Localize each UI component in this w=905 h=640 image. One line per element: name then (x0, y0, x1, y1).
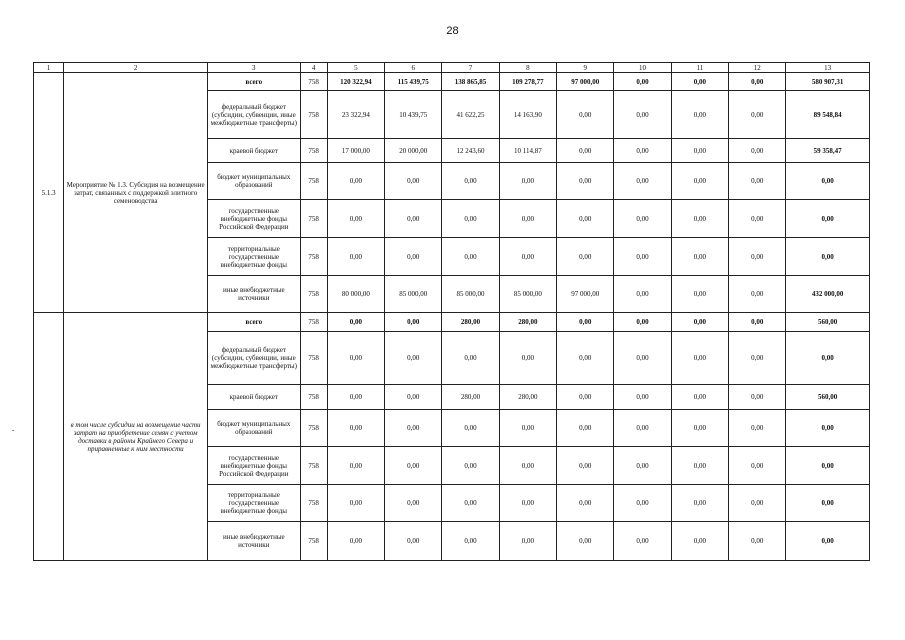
funding-source-cell: всего (208, 73, 301, 91)
value-cell: 0,00 (557, 238, 614, 276)
value-cell: 0,00 (557, 313, 614, 332)
value-cell: 0,00 (385, 522, 442, 561)
value-cell: 0,00 (729, 91, 786, 139)
value-cell: 85 000,00 (442, 276, 499, 313)
value-cell: 0,00 (499, 447, 556, 485)
total-value-cell: 0,00 (786, 163, 870, 200)
value-cell: 10 114,87 (499, 139, 556, 163)
value-cell: 0,00 (499, 522, 556, 561)
value-cell: 0,00 (671, 385, 728, 410)
value-cell: 10 439,75 (385, 91, 442, 139)
value-cell: 0,00 (614, 410, 671, 447)
total-value-cell: 89 548,84 (786, 91, 870, 139)
value-cell: 12 243,60 (442, 139, 499, 163)
column-number-cell: 3 (208, 63, 301, 73)
value-cell: 0,00 (614, 200, 671, 238)
column-number-cell: 2 (64, 63, 208, 73)
value-cell: 0,00 (614, 522, 671, 561)
value-cell: 0,00 (729, 447, 786, 485)
funding-source-cell: территориальные государственные внебюджетные фонды (208, 238, 301, 276)
code-cell: 758 (300, 73, 327, 91)
value-cell: 0,00 (557, 522, 614, 561)
total-value-cell: 0,00 (786, 200, 870, 238)
value-cell: 0,00 (557, 139, 614, 163)
code-cell: 758 (300, 238, 327, 276)
column-number-row (34, 63, 870, 73)
value-cell: 41 622,25 (442, 91, 499, 139)
value-cell: 0,00 (614, 139, 671, 163)
value-cell: 0,00 (729, 313, 786, 332)
value-cell: 0,00 (385, 313, 442, 332)
value-cell: 0,00 (557, 410, 614, 447)
value-cell: 0,00 (499, 163, 556, 200)
value-cell: 0,00 (614, 485, 671, 522)
value-cell: 23 322,94 (327, 91, 384, 139)
value-cell: 0,00 (729, 332, 786, 385)
value-cell: 0,00 (729, 522, 786, 561)
code-cell: 758 (300, 276, 327, 313)
value-cell: 0,00 (671, 73, 728, 91)
measure-name-cell: в том числе субсидии на возмещение части затрат на приобретение семян с учетом доставки в районы Крайнего Севера и приравненные к ним местности (64, 313, 208, 561)
column-number-cell: 10 (614, 63, 671, 73)
value-cell: 14 163,90 (499, 91, 556, 139)
value-cell: 0,00 (671, 313, 728, 332)
column-number-cell: 8 (499, 63, 556, 73)
value-cell: 280,00 (442, 313, 499, 332)
page-number: 28 (446, 25, 459, 37)
value-cell: 0,00 (729, 163, 786, 200)
value-cell: 0,00 (327, 410, 384, 447)
code-cell: 758 (300, 313, 327, 332)
value-cell: 20 000,00 (385, 139, 442, 163)
column-number-cell: 13 (786, 63, 870, 73)
value-cell: 0,00 (671, 485, 728, 522)
value-cell: 0,00 (557, 332, 614, 385)
value-cell: 0,00 (327, 238, 384, 276)
total-value-cell: 580 907,31 (786, 73, 870, 91)
column-number-cell: 4 (300, 63, 327, 73)
value-cell: 0,00 (729, 139, 786, 163)
budget-table (33, 62, 870, 561)
value-cell: 0,00 (442, 238, 499, 276)
value-cell: 0,00 (557, 485, 614, 522)
value-cell: 0,00 (327, 522, 384, 561)
value-cell: 138 865,85 (442, 73, 499, 91)
column-number-cell: 12 (729, 63, 786, 73)
code-cell: 758 (300, 163, 327, 200)
value-cell: 0,00 (327, 485, 384, 522)
funding-source-cell: федеральный бюджет (субсидии, субвенции, иные межбюджетные трансферты) (208, 332, 301, 385)
value-cell: 17 000,00 (327, 139, 384, 163)
funding-source-cell: бюджет муниципальных образований (208, 410, 301, 447)
value-cell: 109 278,77 (499, 73, 556, 91)
value-cell: 0,00 (327, 200, 384, 238)
value-cell: 0,00 (614, 238, 671, 276)
column-number-cell: 7 (442, 63, 499, 73)
code-cell: 758 (300, 385, 327, 410)
value-cell: 0,00 (327, 385, 384, 410)
value-cell: 0,00 (385, 410, 442, 447)
code-cell: 758 (300, 410, 327, 447)
total-value-cell: 0,00 (786, 332, 870, 385)
value-cell: 0,00 (442, 522, 499, 561)
code-cell: 758 (300, 447, 327, 485)
funding-source-cell: краевой бюджет (208, 139, 301, 163)
value-cell: 0,00 (385, 385, 442, 410)
value-cell: 0,00 (327, 447, 384, 485)
value-cell: 0,00 (385, 447, 442, 485)
value-cell: 0,00 (385, 238, 442, 276)
code-cell: 758 (300, 139, 327, 163)
value-cell: 0,00 (729, 410, 786, 447)
value-cell: 0,00 (557, 447, 614, 485)
value-cell: 0,00 (729, 385, 786, 410)
column-number-cell: 6 (385, 63, 442, 73)
value-cell: 0,00 (442, 200, 499, 238)
value-cell: 0,00 (557, 163, 614, 200)
value-cell: 0,00 (327, 163, 384, 200)
value-cell: 280,00 (499, 313, 556, 332)
value-cell: 0,00 (499, 238, 556, 276)
value-cell: 0,00 (614, 163, 671, 200)
column-number-cell: 5 (327, 63, 384, 73)
value-cell: 0,00 (557, 385, 614, 410)
value-cell: 0,00 (385, 485, 442, 522)
row-number-cell: 5.1.3 (34, 73, 64, 313)
funding-source-cell: федеральный бюджет (субсидии, субвенции, иные межбюджетные трансферты) (208, 91, 301, 139)
value-cell: 115 439,75 (385, 73, 442, 91)
total-value-cell: 0,00 (786, 447, 870, 485)
code-cell: 758 (300, 332, 327, 385)
code-cell: 758 (300, 91, 327, 139)
value-cell: 0,00 (442, 410, 499, 447)
table-row (34, 313, 870, 332)
value-cell: 0,00 (442, 163, 499, 200)
value-cell: 97 000,00 (557, 73, 614, 91)
measure-name-cell: Мероприятие № 1.3. Субсидия на возмещение затрат, связанных с поддержкой элитного семеноводства (64, 73, 208, 313)
value-cell: 0,00 (729, 485, 786, 522)
column-number-cell: 9 (557, 63, 614, 73)
value-cell: 0,00 (442, 485, 499, 522)
value-cell: 0,00 (671, 447, 728, 485)
total-value-cell: 59 358,47 (786, 139, 870, 163)
table-row (34, 73, 870, 91)
column-number-cell: 1 (34, 63, 64, 73)
value-cell: 0,00 (671, 163, 728, 200)
value-cell: 0,00 (442, 447, 499, 485)
total-value-cell: 0,00 (786, 522, 870, 561)
value-cell: 0,00 (729, 276, 786, 313)
value-cell: 0,00 (671, 91, 728, 139)
code-cell: 758 (300, 522, 327, 561)
column-number-cell: 11 (671, 63, 728, 73)
value-cell: 0,00 (385, 163, 442, 200)
total-value-cell: 0,00 (786, 238, 870, 276)
value-cell: 0,00 (729, 200, 786, 238)
funding-source-cell: иные внебюджетные источники (208, 522, 301, 561)
value-cell: 0,00 (671, 238, 728, 276)
value-cell: 85 000,00 (499, 276, 556, 313)
value-cell: 0,00 (614, 447, 671, 485)
value-cell: 0,00 (442, 332, 499, 385)
value-cell: 0,00 (614, 385, 671, 410)
value-cell: 0,00 (671, 522, 728, 561)
funding-source-cell: краевой бюджет (208, 385, 301, 410)
total-value-cell: 432 000,00 (786, 276, 870, 313)
value-cell: 0,00 (327, 332, 384, 385)
code-cell: 758 (300, 485, 327, 522)
total-value-cell: 0,00 (786, 485, 870, 522)
value-cell: 280,00 (499, 385, 556, 410)
total-value-cell: 560,00 (786, 313, 870, 332)
value-cell: 0,00 (671, 410, 728, 447)
funding-source-cell: территориальные государственные внебюджетные фонды (208, 485, 301, 522)
funding-source-cell: иные внебюджетные источники (208, 276, 301, 313)
row-number-cell (34, 313, 64, 561)
value-cell: 0,00 (385, 200, 442, 238)
funding-source-cell: бюджет муниципальных образований (208, 163, 301, 200)
value-cell: 0,00 (671, 332, 728, 385)
value-cell: 80 000,00 (327, 276, 384, 313)
value-cell: 0,00 (671, 276, 728, 313)
margin-mark: - (12, 426, 15, 434)
value-cell: 0,00 (557, 91, 614, 139)
value-cell: 0,00 (729, 73, 786, 91)
value-cell: 120 322,94 (327, 73, 384, 91)
funding-source-cell: всего (208, 313, 301, 332)
value-cell: 0,00 (557, 200, 614, 238)
funding-source-cell: государственные внебюджетные фонды Российской Федерации (208, 200, 301, 238)
value-cell: 0,00 (499, 332, 556, 385)
value-cell: 0,00 (499, 485, 556, 522)
value-cell: 85 000,00 (385, 276, 442, 313)
value-cell: 0,00 (327, 313, 384, 332)
value-cell: 0,00 (499, 410, 556, 447)
total-value-cell: 560,00 (786, 385, 870, 410)
value-cell: 0,00 (614, 91, 671, 139)
value-cell: 0,00 (385, 332, 442, 385)
value-cell: 0,00 (499, 200, 556, 238)
value-cell: 280,00 (442, 385, 499, 410)
funding-source-cell: государственные внебюджетные фонды Российской Федерации (208, 447, 301, 485)
value-cell: 0,00 (614, 276, 671, 313)
code-cell: 758 (300, 200, 327, 238)
value-cell: 0,00 (671, 139, 728, 163)
value-cell: 0,00 (671, 200, 728, 238)
value-cell: 97 000,00 (557, 276, 614, 313)
value-cell: 0,00 (614, 73, 671, 91)
value-cell: 0,00 (614, 332, 671, 385)
value-cell: 0,00 (729, 238, 786, 276)
value-cell: 0,00 (614, 313, 671, 332)
total-value-cell: 0,00 (786, 410, 870, 447)
